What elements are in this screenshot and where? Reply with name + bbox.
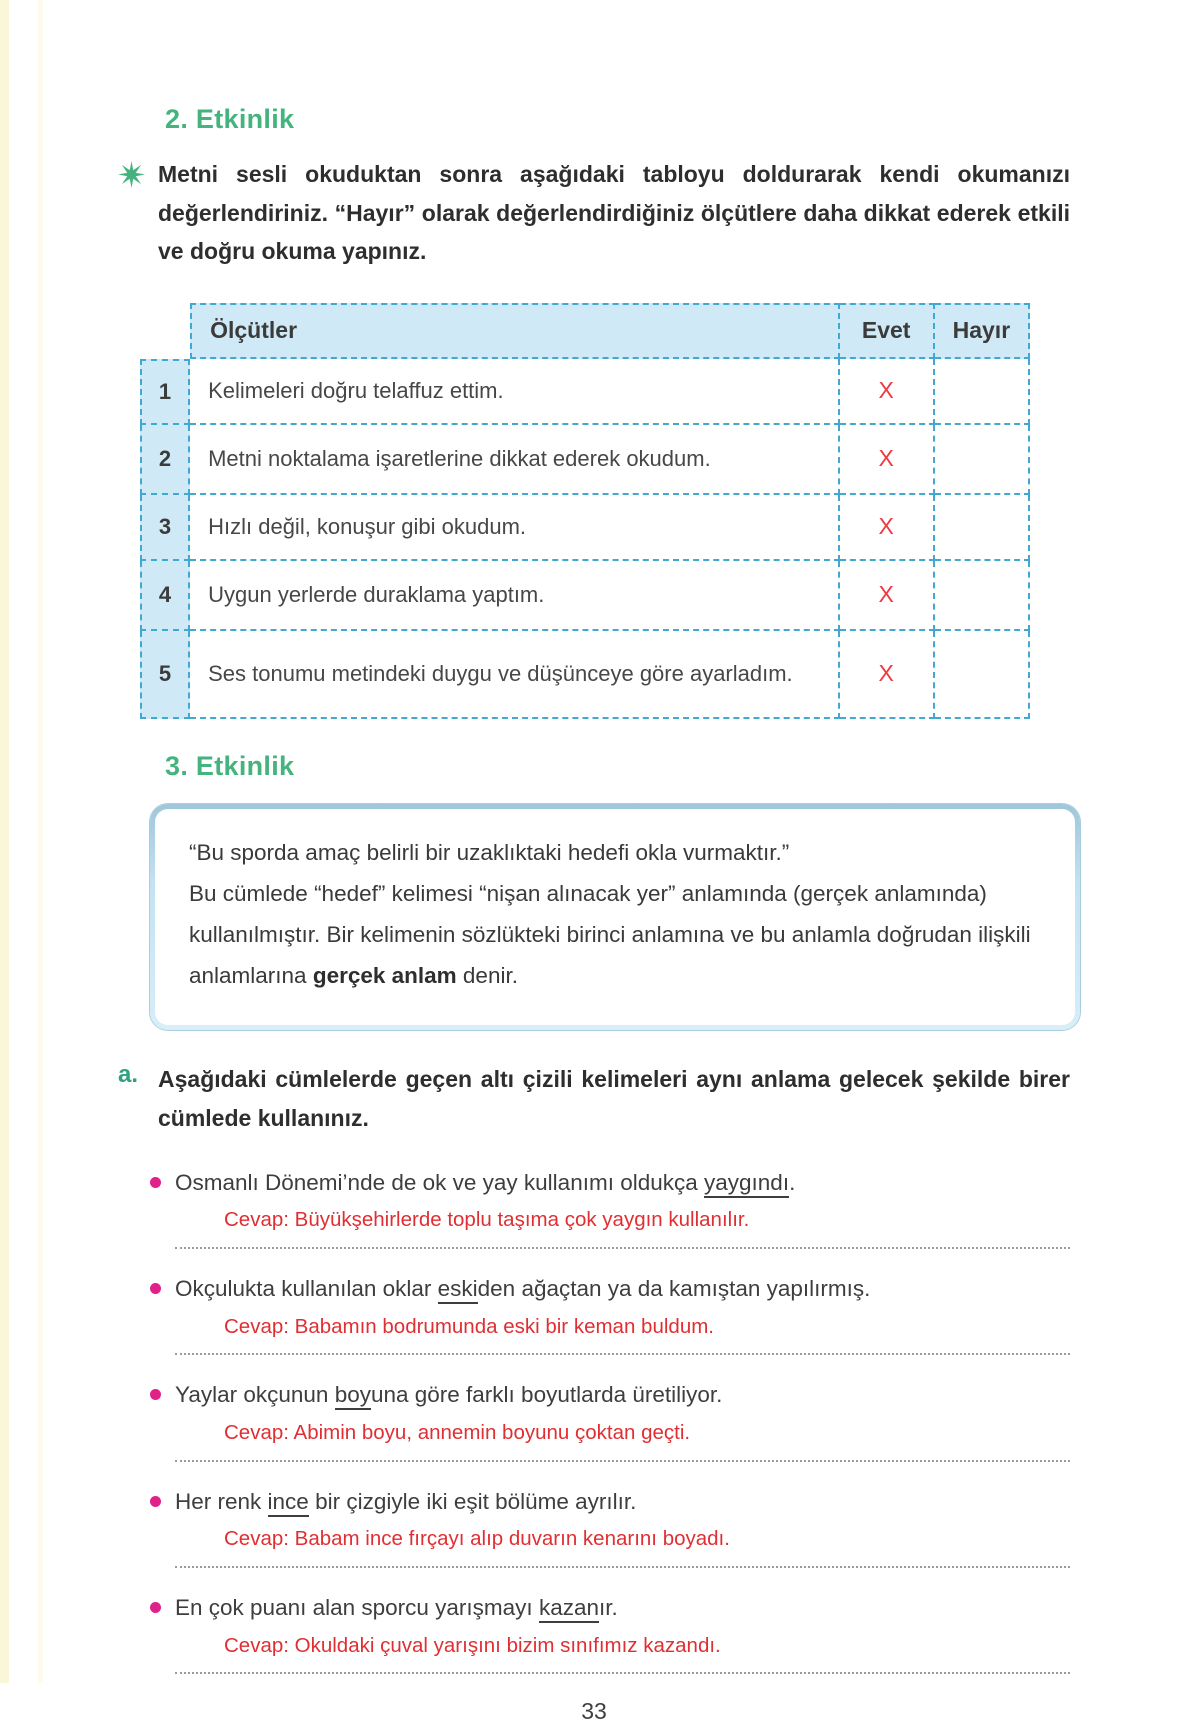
sentence-post: bir çizgiyle iki eşit bölüme ayrılır. [308,1488,637,1514]
activity2-instruction-row [118,155,1070,271]
underlined-word: ince [268,1489,309,1517]
info-box-quote-line: “Bu sporda amaç belirli bir uzaklıktaki hedefi okla vurmaktır.” [189,839,790,865]
hayir-checkbox-cell[interactable] [935,425,1030,495]
underlined-word: boy [335,1382,371,1410]
underlined-word: eski [438,1276,478,1304]
row-number: 5 [140,631,190,719]
info-box-body [155,809,1075,1025]
exercise-item [175,1486,1070,1568]
circle-bullet-icon [150,1283,161,1294]
part-a-label: a. [118,1060,139,1088]
info-text-before: Bu cümlede “hedef” kelimesi “nişan alınacak yer” anlamında (gerçek anlamında) kullanılmıştır. Bir kelimenin sözlükteki birinci anlamına ve bu anlamla doğrudan ilişkili anlamlarına [189,880,1031,988]
criteria-text: Kelimeleri doğru telaffuz ettim. [190,359,839,425]
handwritten-answer[interactable]: Cevap: Abimin boyu, annemin boyunu çoktan geçti. [224,1420,691,1444]
part-a-row [118,1060,1070,1139]
table-row [140,495,1030,561]
underlined-word: yaygındı [704,1170,789,1198]
hayir-checkbox-cell[interactable] [935,495,1030,561]
activity3-heading: 3. Etkinlik [165,750,295,781]
answer-dotted-line[interactable] [175,1353,1070,1355]
exercise-item [175,1273,1070,1355]
row-number: 1 [140,359,190,425]
column-header-yes: Evet [840,303,935,359]
evet-checkbox-cell[interactable]: X [840,359,935,425]
exercise-sentence [175,1167,1070,1200]
row-number: 2 [140,425,190,495]
info-text-after: denir. [456,962,518,988]
circle-bullet-icon [150,1389,161,1400]
row-number: 4 [140,561,190,631]
info-text-bold-term: gerçek anlam [312,962,457,988]
hayir-checkbox-cell[interactable] [935,561,1030,631]
handwritten-answer[interactable]: Cevap: Babamın bodrumunda eski bir keman buldum. [224,1314,714,1338]
handwritten-answer[interactable]: Cevap: Büyükşehirlerde toplu taşıma çok yaygın kullanılır. [224,1208,750,1232]
exercise-item [175,1592,1070,1674]
sentence-pre: Okçulukta kullanılan oklar [175,1276,438,1302]
exercise-item [175,1379,1070,1461]
criteria-text: Uygun yerlerde duraklama yaptım. [190,561,839,631]
table-row [140,631,1030,719]
circle-bullet-icon [150,1602,161,1613]
column-header-criteria: Ölçütler [190,303,839,359]
column-header-no: Hayır [935,303,1030,359]
exercise-sentence [175,1379,1070,1412]
exercise-sentence [175,1486,1070,1519]
circle-bullet-icon [150,1496,161,1507]
exercise-item [175,1167,1070,1249]
sentence-pre: Yaylar okçunun [175,1382,335,1408]
info-box-paragraph [189,874,1041,997]
evet-checkbox-cell[interactable]: X [840,561,935,631]
self-evaluation-table [140,303,1030,719]
handwritten-answer[interactable]: Cevap: Okuldaki çuval yarışını bizim sınıfımız kazandı. [224,1633,721,1657]
page-gutter-line [38,0,43,1683]
evet-checkbox-cell[interactable]: X [840,495,935,561]
sentence-pre: Her renk [175,1488,268,1514]
page-number: 33 [581,1698,607,1725]
table-row [140,359,1030,425]
table-row [140,425,1030,495]
page-content [118,104,1070,1725]
row-number: 3 [140,495,190,561]
hayir-checkbox-cell[interactable] [935,631,1030,719]
sentence-post: . [789,1169,796,1195]
hayir-checkbox-cell[interactable] [935,359,1030,425]
answer-dotted-line[interactable] [175,1672,1070,1674]
info-box [150,804,1080,1030]
evet-checkbox-cell[interactable]: X [840,631,935,719]
criteria-text: Ses tonumu metindeki duygu ve düşünceye göre ayarladım. [190,631,839,719]
sentence-post: una göre farklı boyutlarda üretiliyor. [370,1382,723,1408]
page-edge-stripe [0,0,9,1683]
sentence-post: ır. [598,1594,618,1620]
sentence-pre: Osmanlı Dönemi’nde de ok ve yay kullanımı oldukça [175,1169,705,1195]
table-header-row [140,303,1030,359]
table-corner-spacer [140,303,190,359]
answer-dotted-line[interactable] [175,1247,1070,1249]
underlined-word: kazan [539,1595,599,1623]
handwritten-answer[interactable]: Cevap: Babam ince fırçayı alıp duvarın kenarını boyadı. [224,1527,730,1551]
table-row [140,561,1030,631]
exercise-sentence [175,1273,1070,1306]
criteria-text: Hızlı değil, konuşur gibi okudum. [190,495,839,561]
part-a-instruction: Aşağıdaki cümlelerde geçen altı çizili kelimeleri aynı anlama gelecek şekilde birer cümlede kullanınız. [158,1065,1070,1132]
answer-dotted-line[interactable] [175,1566,1070,1568]
sentence-post: den ağaçtan ya da kamıştan yapılırmış. [477,1276,871,1302]
starburst-icon [118,155,158,193]
sentence-pre: En çok puanı alan sporcu yarışmayı [175,1594,539,1620]
circle-bullet-icon [150,1177,161,1188]
exercise-sentence [175,1592,1070,1625]
activity2-heading: 2. Etkinlik [165,104,295,134]
criteria-text: Metni noktalama işaretlerine dikkat ederek okudum. [190,425,839,495]
answer-dotted-line[interactable] [175,1460,1070,1462]
evet-checkbox-cell[interactable]: X [840,425,935,495]
activity2-instruction: Metni sesli okuduktan sonra aşağıdaki tabloyu doldurarak kendi okumanızı değerlendiriniz. “Hayır” olarak değerlendirdiğiniz ölçütlere daha dikkat ederek etkili ve doğru okuma yapınız. [158,161,1070,265]
